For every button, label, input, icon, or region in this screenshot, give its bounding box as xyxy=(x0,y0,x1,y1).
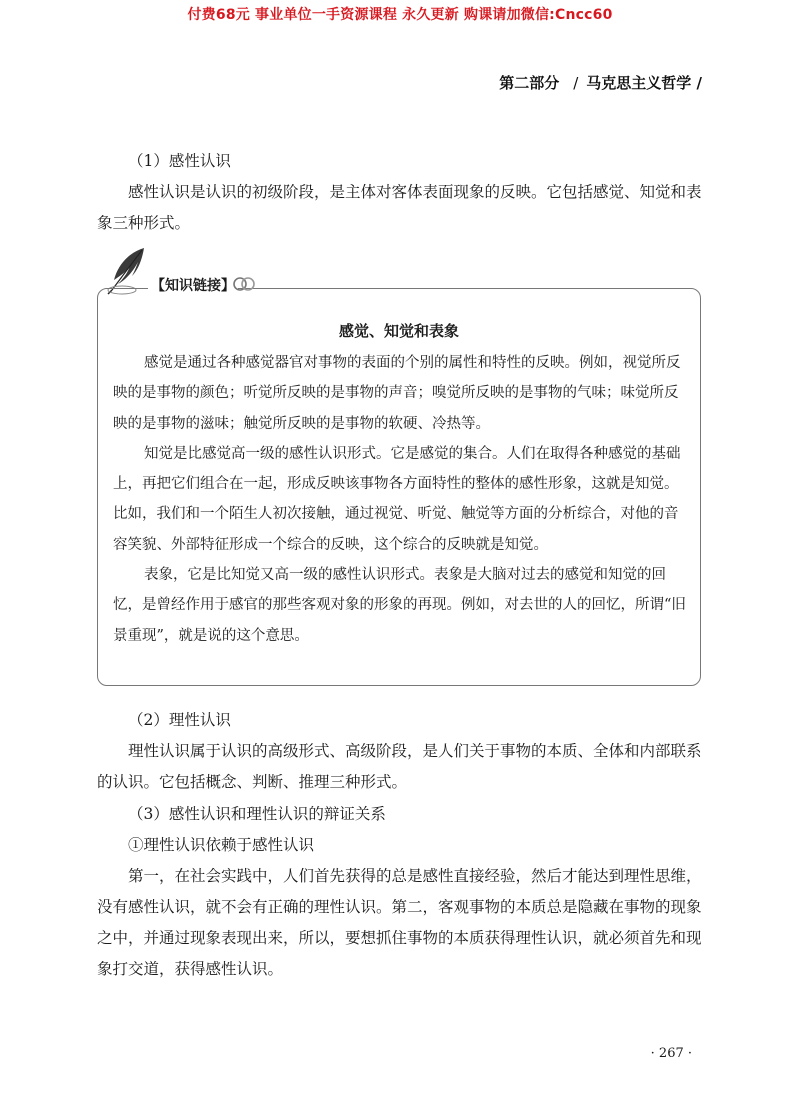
knowledge-paragraph-sensation: 感觉是通过各种感觉器官对事物的表面的个别的属性和特性的反映。例如，视觉所反映的是事物的颜色；听觉所反映的是事物的声音；嗅觉所反映的是事物的气味；味觉所反映的是事物的滋味；触觉所反映的是事物的软硬、冷热等。 xyxy=(113,355,681,432)
section-1 xyxy=(97,146,705,239)
section-2-heading: （2）理性认识 xyxy=(128,711,231,729)
chain-rings-icon xyxy=(232,276,256,292)
section-3-heading: （3）感性认识和理性认识的辩证关系 xyxy=(128,805,386,823)
knowledge-box-title: 感觉、知觉和表象 xyxy=(338,322,459,340)
section-3-subheading: ①理性认识依赖于感性认识 xyxy=(128,836,315,854)
header-part: 第二部分 xyxy=(499,74,560,92)
knowledge-box-content xyxy=(113,348,689,651)
watermark-banner: 付费68元 事业单位一手资源课程 永久更新 购课请加微信:Cncc60 xyxy=(187,7,613,23)
knowledge-link-tag: 【知识链接】 xyxy=(148,275,238,295)
header-separator: / xyxy=(573,74,579,92)
page-number: · 267 · xyxy=(650,1046,692,1061)
running-header xyxy=(499,72,702,93)
header-subject: 马克思主义哲学 / xyxy=(586,74,702,92)
section-1-body: 感性认识是认识的初级阶段，是主体对客体表面现象的反映。它包括感觉、知觉和表象三种形式。 xyxy=(97,183,702,232)
section-3 xyxy=(97,799,705,985)
section-1-heading: （1）感性认识 xyxy=(128,152,231,170)
section-3-body: 第一，在社会实践中，人们首先获得的总是感性直接经验，然后才能达到理性思维，没有感性认识，就不会有正确的理性认识。第二，客观事物的本质总是隐藏在事物的现象之中，并通过现象表现出来，所以，要想抓住事物的本质获得理性认识，就必须首先和现象打交道，获得感性认识。 xyxy=(97,867,702,978)
section-2 xyxy=(97,705,705,798)
knowledge-paragraph-perception: 知觉是比感觉高一级的感性认识形式。它是感觉的集合。人们在取得各种感觉的基础上，再把它们组合在一起，形成反映该事物各方面特性的整体的感性形象，这就是知觉。比如，我们和一个陌生人初次接触，通过视觉、听觉、触觉等方面的分析综合，对他的音容笑貌、外部特征形成一个综合的反映，这个综合的反映就是知觉。 xyxy=(113,445,681,553)
section-2-body: 理性认识属于认识的高级形式、高级阶段，是人们关于事物的本质、全体和内部联系的认识。它包括概念、判断、推理三种形式。 xyxy=(97,742,702,791)
knowledge-paragraph-representation: 表象，它是比知觉又高一级的感性认识形式。表象是大脑对过去的感觉和知觉的回忆，是曾经作用于感官的那些客观对象的形象的再现。例如，对去世的人的回忆，所谓“旧景重现”，就是说的这个意思。 xyxy=(113,567,686,644)
